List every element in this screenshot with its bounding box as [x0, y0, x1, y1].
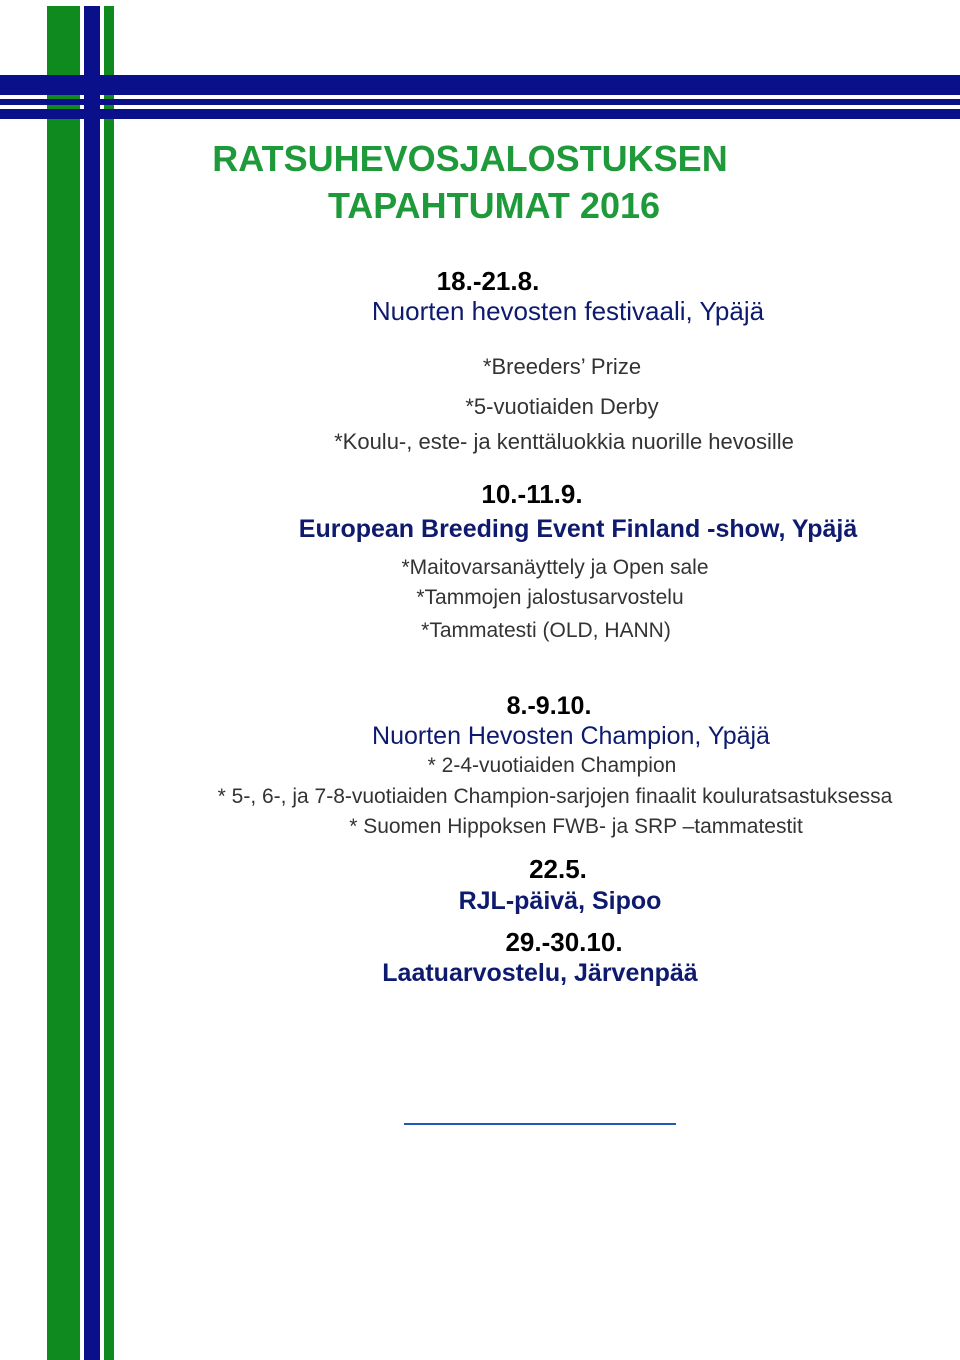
event-1-item-3: *Koulu-, este- ja kenttäluokkia nuorille hevosille: [334, 429, 794, 454]
event-2-item-1: *Maitovarsanäyttely ja Open sale: [401, 556, 709, 579]
event-3-date: 8.-9.10.: [506, 692, 592, 720]
event-5-date: 29.-30.10.: [505, 927, 623, 957]
event-3-item-3: * Suomen Hippoksen FWB- ja SRP –tammatestit: [349, 815, 803, 838]
event-3-name: Nuorten Hevosten Champion, Ypäjä: [372, 722, 770, 750]
event-1-item-2: *5-vuotiaiden Derby: [465, 394, 659, 419]
event-4-name: RJL-päivä, Sipoo: [458, 887, 662, 915]
page-title-line2: TAPAHTUMAT 2016: [327, 185, 661, 226]
event-3-item-1: * 2-4-vuotiaiden Champion: [427, 754, 677, 777]
event-4-date: 22.5.: [529, 854, 587, 884]
event-2-date: 10.-11.9.: [481, 479, 583, 509]
page-title-line1: RATSUHEVOSJALOSTUKSEN: [212, 138, 728, 179]
event-3-item-2: * 5-, 6-, ja 7-8-vuotiaiden Champion-sarjojen finaalit kouluratsastuksessa: [217, 785, 893, 808]
event-2-name: European Breeding Event Finland -show, Ypäjä: [298, 515, 858, 543]
event-1-name: Nuorten hevosten festivaali, Ypäjä: [371, 296, 765, 326]
horizontal-navy-band-thick: [0, 75, 960, 95]
event-5-name: Laatuarvostelu, Järvenpää: [382, 959, 698, 987]
event-2-item-2: *Tammojen jalostusarvostelu: [416, 586, 684, 609]
horizontal-navy-band-medium: [0, 109, 960, 119]
event-1-date: 18.-21.8.: [436, 266, 540, 296]
horizontal-navy-band-thin: [0, 99, 960, 105]
event-2-item-3: *Tammatesti (OLD, HANN): [421, 619, 671, 642]
footer-divider-line: [404, 1123, 676, 1125]
event-1-item-1: *Breeders’ Prize: [482, 354, 642, 379]
